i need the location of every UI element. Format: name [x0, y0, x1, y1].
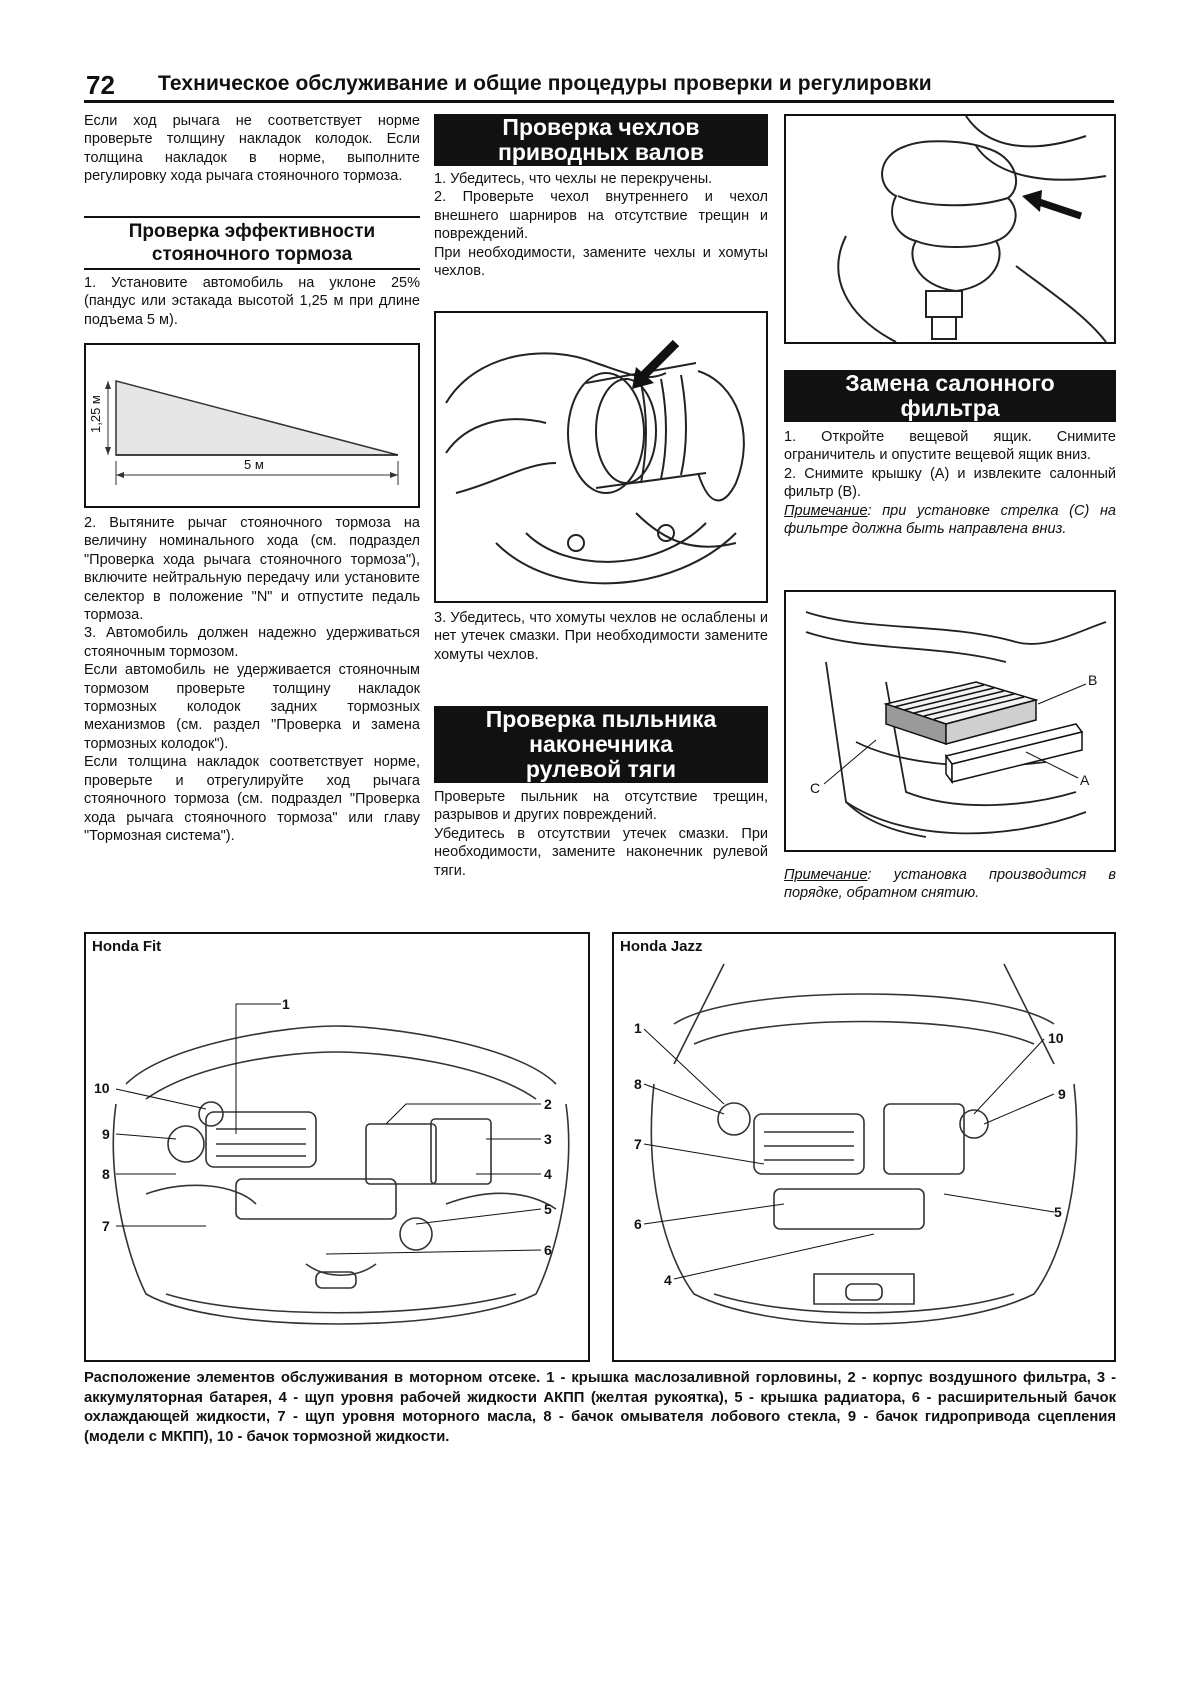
fit-callout-3: 3 [544, 1131, 552, 1147]
heading-line: рулевой тяги [525, 756, 677, 782]
heading-line: фильтра [900, 395, 1000, 421]
step-1: 1. Убедитесь, что чехлы не перекручены. [434, 171, 713, 187]
note-label: Примечание [784, 502, 868, 519]
figure-title-jazz: Honda Jazz [620, 938, 703, 955]
step-2: 2. Вытяните рычаг стояночного тормоза на величину номинального хода (см. подраздел "Проверка хода рычага стояночного тормоза"), включите нейтральную передачу или установите селектор в положение "N" и отпустите педаль тормоза. [84, 515, 420, 624]
header-rule [84, 100, 1114, 103]
fit-callout-4: 4 [544, 1166, 552, 1182]
fit-callout-7: 7 [102, 1218, 110, 1234]
heading-line: приводных валов [497, 139, 705, 165]
ramp-height-label: 1,25 м [88, 395, 103, 433]
driveshaft-boot-figure [434, 311, 768, 603]
col1-body [84, 514, 420, 845]
jazz-callout-8: 8 [634, 1076, 642, 1092]
jazz-callout-1: 1 [634, 1020, 642, 1036]
fit-callout-8: 8 [102, 1166, 110, 1182]
paragraph: Если толщина накладок соответствует норме, проверьте и отрегулируйте ход рычага стояночного тормоза (см. подраздел "Проверка хода рычага стояночного тормоза" или главу "Тормозная система"). [84, 754, 420, 844]
fit-callout-1: 1 [282, 996, 290, 1012]
jazz-callout-10: 10 [1048, 1030, 1064, 1046]
filter-label-b: B [1088, 672, 1098, 688]
ramp-length-label: 5 м [244, 457, 264, 472]
tie-rod-boot-figure [784, 114, 1116, 344]
fit-callout-6: 6 [544, 1242, 552, 1258]
col2-boot-steps [434, 170, 768, 280]
cabin-filter-illustration [786, 592, 1114, 850]
driveshaft-boot-illustration [436, 313, 766, 601]
heading-line: Проверка эффективности [128, 221, 376, 242]
heading-line: стояночного тормоза [151, 244, 353, 265]
step-1: 1. Откройте вещевой ящик. Снимите ограничитель и опустите вещевой ящик вниз. [784, 429, 1116, 464]
paragraph: Проверьте пыльник на отсутствие трещин, разрывов и других повреждений. [434, 789, 768, 824]
jazz-callout-9: 9 [1058, 1086, 1066, 1102]
ramp-diagram [86, 345, 418, 506]
jazz-callout-4: 4 [664, 1272, 672, 1288]
note-arrow-direction [784, 502, 1116, 539]
note-text: : при установке стрелка (С) на фильтре должна быть направлена вниз. [784, 502, 1116, 538]
honda-jazz-engine-bay [614, 934, 1114, 1360]
figure-title-fit: Honda Fit [92, 938, 162, 955]
step-3: 3. Автомобиль должен надежно удерживаться стояночным тормозом. [84, 625, 420, 660]
cover-label-a: A [1080, 772, 1090, 788]
step-3: 3. Убедитесь, что хомуты чехлов не ослаблены и нет утечек смазки. При необходимости замените хомуты чехлов. [434, 610, 768, 663]
ramp-figure [84, 343, 420, 508]
paragraph: При необходимости, замените чехлы и хомуты чехлов. [434, 244, 768, 280]
cabin-filter-heading [784, 370, 1116, 422]
heading-line: наконечника [529, 731, 673, 757]
step-1: 1. Установите автомобиль на уклоне 25% (пандус или эстакада высотой 1,25 м при длине подъема 5 м). [84, 275, 420, 328]
intro-paragraph: Если ход рычага не соответствует норме проверьте толщину накладок колодок. Если толщина накладок в норме, выполните регулировку хода рычага стояночного тормоза. [84, 113, 420, 185]
fit-callout-9: 9 [102, 1126, 110, 1142]
parking-brake-heading [84, 220, 420, 266]
rule [84, 216, 420, 218]
col1-step1 [84, 274, 420, 329]
col3-filter-steps [784, 428, 1116, 538]
honda-jazz-figure [612, 932, 1116, 1362]
note-installation [784, 866, 1116, 903]
tie-rod-boot-illustration [786, 116, 1114, 342]
rule [84, 268, 420, 270]
step-2: 2. Проверьте чехол внутреннего и чехол внешнего шарниров на отсутствие трещин и повреждений. [434, 189, 768, 243]
note-label: Примечание [784, 867, 868, 883]
honda-fit-engine-bay [86, 934, 588, 1360]
col2-tie-rod-text [434, 788, 768, 880]
heading-line: Проверка пыльника [485, 706, 717, 732]
heading-line: Замена салонного [845, 370, 1055, 396]
jazz-callout-7: 7 [634, 1136, 642, 1152]
col3-install-note [784, 866, 1116, 903]
arrow-label-c: C [810, 780, 821, 796]
jazz-callout-6: 6 [634, 1216, 642, 1232]
driveshaft-boots-heading [434, 114, 768, 166]
step-2: 2. Снимите крышку (А) и извлеките салонный фильтр (В). [784, 465, 1116, 501]
figure-caption: Расположение элементов обслуживания в моторном отсеке. 1 - крышка маслозаливной горловины, 2 - корпус воздушного фильтра, 3 - аккумуляторная батарея, 4 - щуп уровня рабочей жидкости АКПП (желтая рукоятка), 5 - крышка радиатора, 6 - расширительный бачок охлаждающей жидкости, 7 - щуп уровня моторного масла, 8 - бачок омывателя лобового стекла, 9 - бачок гидропривода сцепления (модели с МКПП), 10 - бачок тормозной жидкости. [84, 1370, 1116, 1445]
page-number: 72 [86, 70, 115, 100]
col1-intro [84, 112, 420, 186]
fit-callout-2: 2 [544, 1096, 552, 1112]
fit-callout-5: 5 [544, 1201, 552, 1217]
heading-line: Проверка чехлов [502, 114, 700, 140]
paragraph: Убедитесь в отсутствии утечек смазки. При необходимости, замените наконечник рулевой тяги. [434, 825, 768, 879]
note-text: : установка производится в порядке, обратном снятию. [784, 867, 1116, 902]
paragraph: Если автомобиль не удерживается стояночным тормозом проверьте толщину накладок тормозных колодок задних тормозных механизмов (см. раздел "Проверка и замена тормозных колодок"). [84, 662, 420, 752]
cabin-filter-figure [784, 590, 1116, 852]
col2-step3 [434, 609, 768, 664]
page-title: Техническое обслуживание и общие процедуры проверки и регулировки [158, 72, 932, 95]
honda-fit-figure [84, 932, 590, 1362]
tie-rod-boot-heading [434, 706, 768, 783]
jazz-callout-5: 5 [1054, 1204, 1062, 1220]
fit-callout-10: 10 [94, 1080, 110, 1096]
